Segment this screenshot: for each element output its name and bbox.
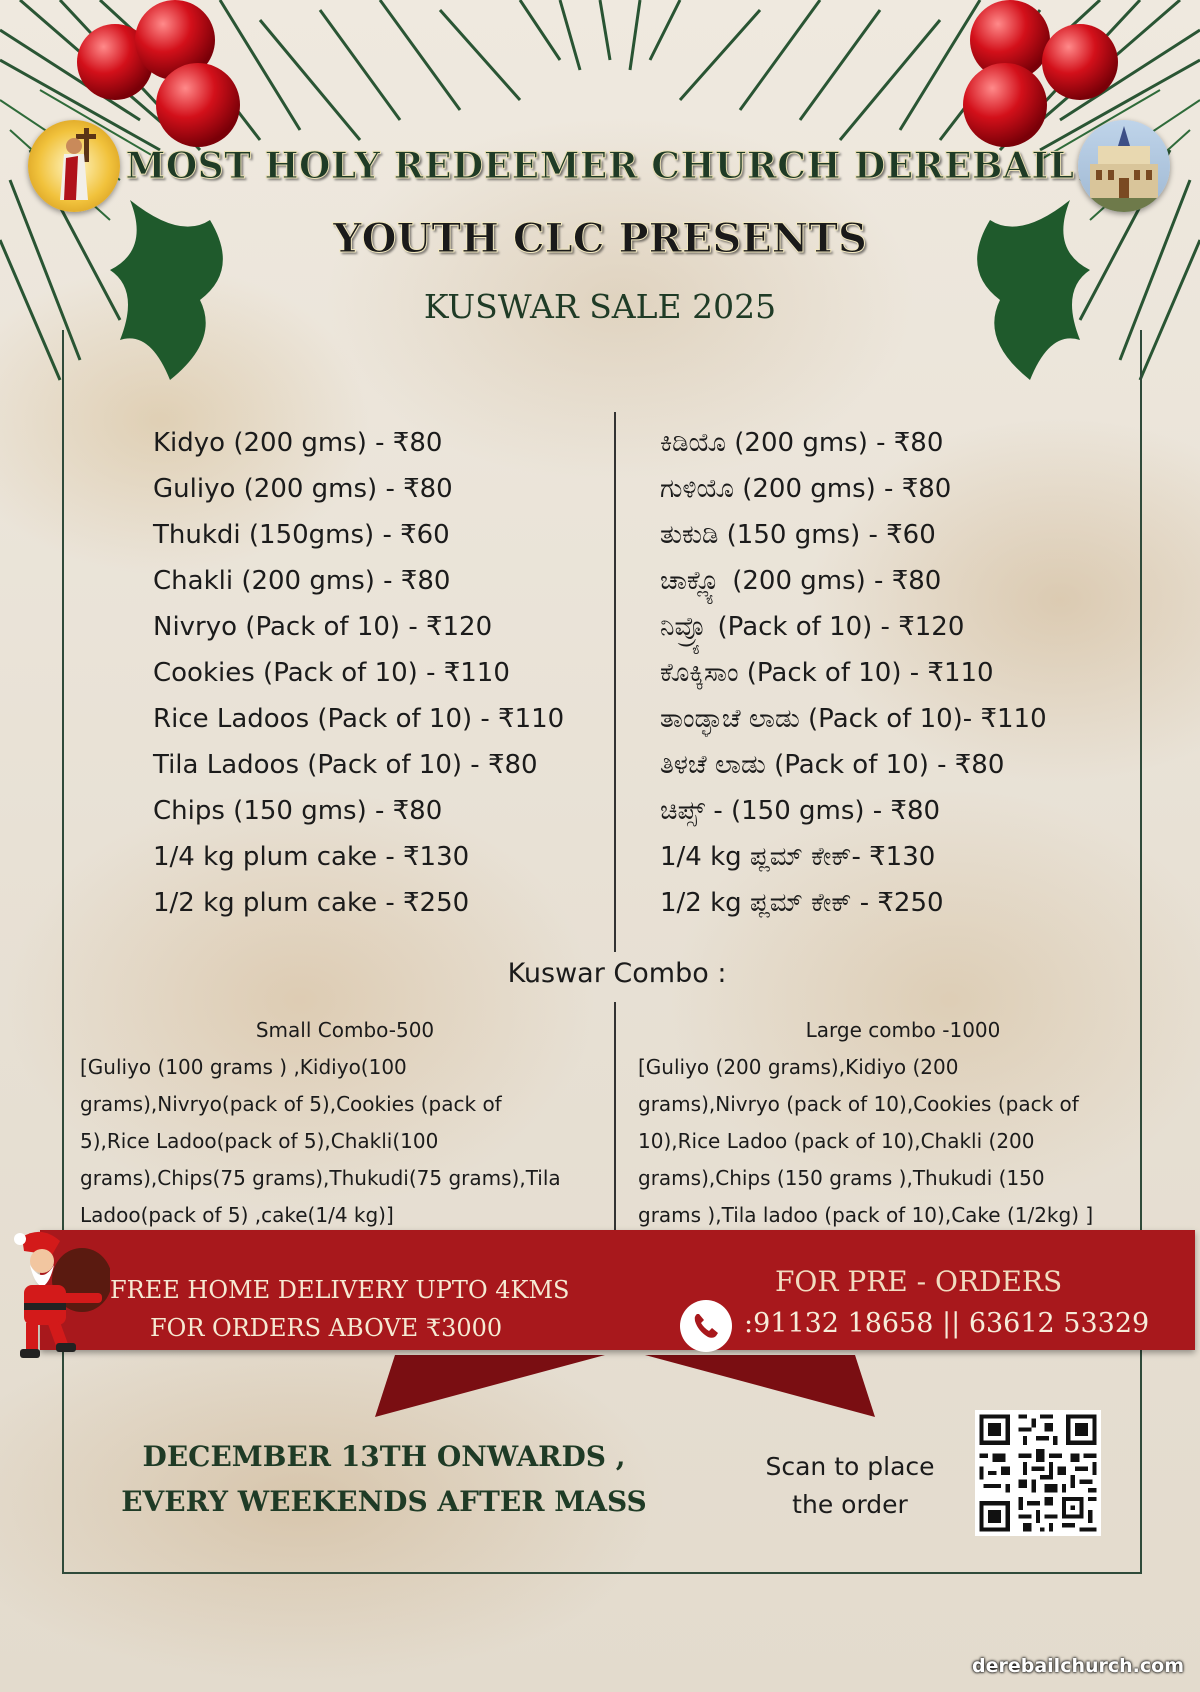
combo-line: grams),Nivryo (pack of 10),Cookies (pack of [638, 1092, 1079, 1116]
phone-icon [680, 1300, 732, 1352]
delivery-line-1: FREE HOME DELIVERY UPTO 4KMS [110, 1276, 570, 1304]
combo-divider [614, 1002, 616, 1234]
combo-line: [Guliyo (200 grams),Kidiyo (200 [638, 1055, 959, 1079]
menu-item: 1/4 kg ಪ್ಲಮ್ ಕೇಕ್- ₹130 [660, 842, 936, 872]
menu-item: Tila Ladoos (Pack of 10) - ₹80 [153, 750, 538, 780]
menu-item: Thukdi (150gms) - ₹60 [153, 520, 450, 550]
menu-item: Rice Ladoos (Pack of 10) - ₹110 [153, 704, 565, 734]
menu-item: ತಾಂಡ್ಳಾಚೆ ಲಾಡು (Pack of 10)- ₹110 [660, 704, 1047, 734]
combo-line: 5),Rice Ladoo(pack of 5),Chakli(100 [80, 1129, 439, 1153]
santa-claus-icon [2, 1225, 110, 1360]
large-combo-title: Large combo -1000 [805, 1018, 1001, 1042]
small-combo [80, 1012, 610, 1234]
scan-line-1: Scan to place [765, 1452, 935, 1481]
large-combo [638, 1012, 1168, 1234]
presents-heading: YOUTH CLC PRESENTS [333, 215, 867, 262]
menu-english-list [153, 420, 564, 926]
menu-item: Kidyo (200 gms) - ₹80 [153, 428, 443, 458]
menu-item: Guliyo (200 gms) - ₹80 [153, 474, 453, 504]
menu-item: 1/2 kg plum cake - ₹250 [153, 888, 470, 918]
menu-item: ಚಿಪ್ಸ್ - (150 gms) - ₹80 [660, 796, 941, 826]
delivery-line-2: FOR ORDERS ABOVE ₹3000 [150, 1314, 503, 1342]
combo-line: [Guliyo (100 grams ) ,Kidiyo(100 [80, 1055, 407, 1079]
menu-item: Chakli (200 gms) - ₹80 [153, 566, 451, 596]
combo-line: grams ),Tila ladoo (pack of 10),Cake (1/2kg) ] [638, 1203, 1094, 1227]
menu-item: ಕಿಡಿಯೊ (200 gms) - ₹80 [660, 428, 944, 458]
menu-kannada-list [660, 420, 1047, 926]
column-divider [614, 412, 616, 952]
menu-item: ಗುಳಿಯೊ (200 gms) - ₹80 [660, 474, 952, 504]
ribbon-tail [375, 1355, 875, 1417]
sale-title: KUSWAR SALE 2025 [423, 287, 777, 326]
combo-line: 10),Rice Ladoo (pack of 10),Chakli (200 [638, 1129, 1035, 1153]
qr-code-icon[interactable] [975, 1410, 1101, 1536]
menu-item: 1/4 kg plum cake - ₹130 [153, 842, 470, 872]
combo-line: grams),Chips (150 grams ),Thukudi (150 [638, 1166, 1045, 1190]
schedule-line-2: EVERY WEEKENDS AFTER MASS [121, 1485, 647, 1518]
small-combo-title: Small Combo-500 [255, 1018, 435, 1042]
scan-line-2: the order [792, 1490, 908, 1519]
menu-item: Nivryo (Pack of 10) - ₹120 [153, 612, 493, 642]
menu-item: 1/2 kg ಪ್ಲಮ್ ಕೇಕ್ - ₹250 [660, 888, 944, 918]
church-name-heading: MOST HOLY REDEEMER CHURCH DEREBAIL [125, 145, 1075, 187]
website-watermark: derebailchurch.com [972, 1655, 1184, 1677]
phone-numbers[interactable]: :91132 18658 || 63612 53329 [744, 1308, 1150, 1339]
combo-line: grams),Chips(75 grams),Thukudi(75 grams),Tila [80, 1166, 561, 1190]
preorder-label: FOR PRE - ORDERS [775, 1265, 1063, 1298]
combo-line: Ladoo(pack of 5) ,cake(1/4 kg)] [80, 1203, 394, 1227]
menu-item: Chips (150 gms) - ₹80 [153, 796, 443, 826]
schedule-line-1: DECEMBER 13TH ONWARDS , [142, 1440, 626, 1473]
menu-item: Cookies (Pack of 10) - ₹110 [153, 658, 510, 688]
menu-item: ನಿವ್ರ್ಯೊ (Pack of 10) - ₹120 [660, 612, 965, 642]
menu-item: ತಿಳಚೆ ಲಾಡು (Pack of 10) - ₹80 [660, 750, 1005, 780]
menu-item: ಕೊಕ್ಕಿಸಾಂ (Pack of 10) - ₹110 [660, 658, 994, 688]
menu-item: ತುಕುಡಿ (150 gms) - ₹60 [660, 520, 936, 550]
combo-heading: Kuswar Combo : [507, 958, 727, 989]
menu-item: ಚಾಕ್ಲ್ಯೊ (200 gms) - ₹80 [660, 566, 942, 596]
combo-line: grams),Nivryo(pack of 5),Cookies (pack of [80, 1092, 502, 1116]
